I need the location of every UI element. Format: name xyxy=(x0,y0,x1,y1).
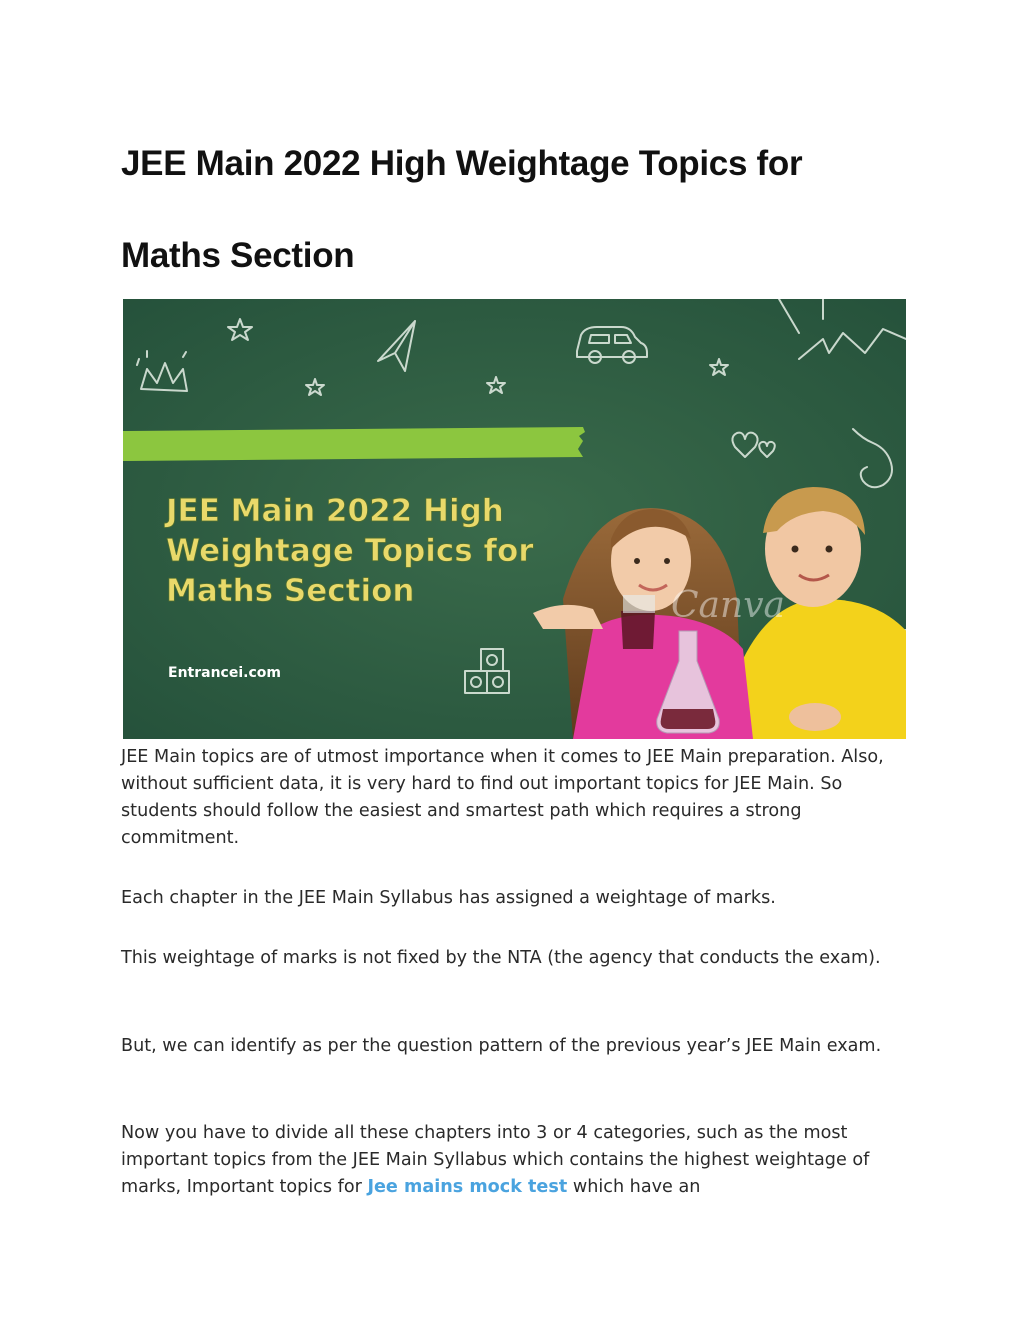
site-label: Entrancei.com xyxy=(168,665,281,681)
paragraph-intro: JEE Main topics are of utmost importance when it comes to JEE Main preparation. Also, without sufficient data, it is very hard to find out important topics for JEE Main. So students should follow the easiest and smartest path which requires a strong commitment. xyxy=(121,747,884,848)
paragraph-pattern: But, we can identify as per the question pattern of the previous year’s JEE Main exam. xyxy=(121,1036,882,1056)
paragraph-categories xyxy=(121,1120,911,1201)
banner-line-1: JEE Main 2022 High xyxy=(166,493,504,529)
banner-line-3: Maths Section xyxy=(166,573,415,609)
beaker xyxy=(621,611,655,649)
paragraph-categories-text: Now you have to divide all these chapters into 3 or 4 categories, such as the most important topics from the JEE Main Syllabus which contains the highest weightage of marks, Important topics for xyxy=(121,1123,870,1197)
hero-image xyxy=(123,299,906,739)
watermark: Canva xyxy=(671,585,785,626)
title-line-2: Maths Section xyxy=(121,236,355,275)
paragraph-categories-tail: which have an xyxy=(567,1177,701,1197)
paragraph-nta: This weightage of marks is not fixed by the NTA (the agency that conducts the exam). xyxy=(121,948,881,968)
mock-test-link[interactable]: Jee mains mock test xyxy=(367,1177,568,1197)
page-title xyxy=(121,118,921,302)
green-stripe xyxy=(123,427,585,461)
banner-line-2: Weightage Topics for xyxy=(166,533,534,569)
title-line-1: JEE Main 2022 High Weightage Topics for xyxy=(121,144,803,183)
paragraph-weightage: Each chapter in the JEE Main Syllabus has assigned a weightage of marks. xyxy=(121,888,776,908)
hero-illustration xyxy=(123,299,906,739)
